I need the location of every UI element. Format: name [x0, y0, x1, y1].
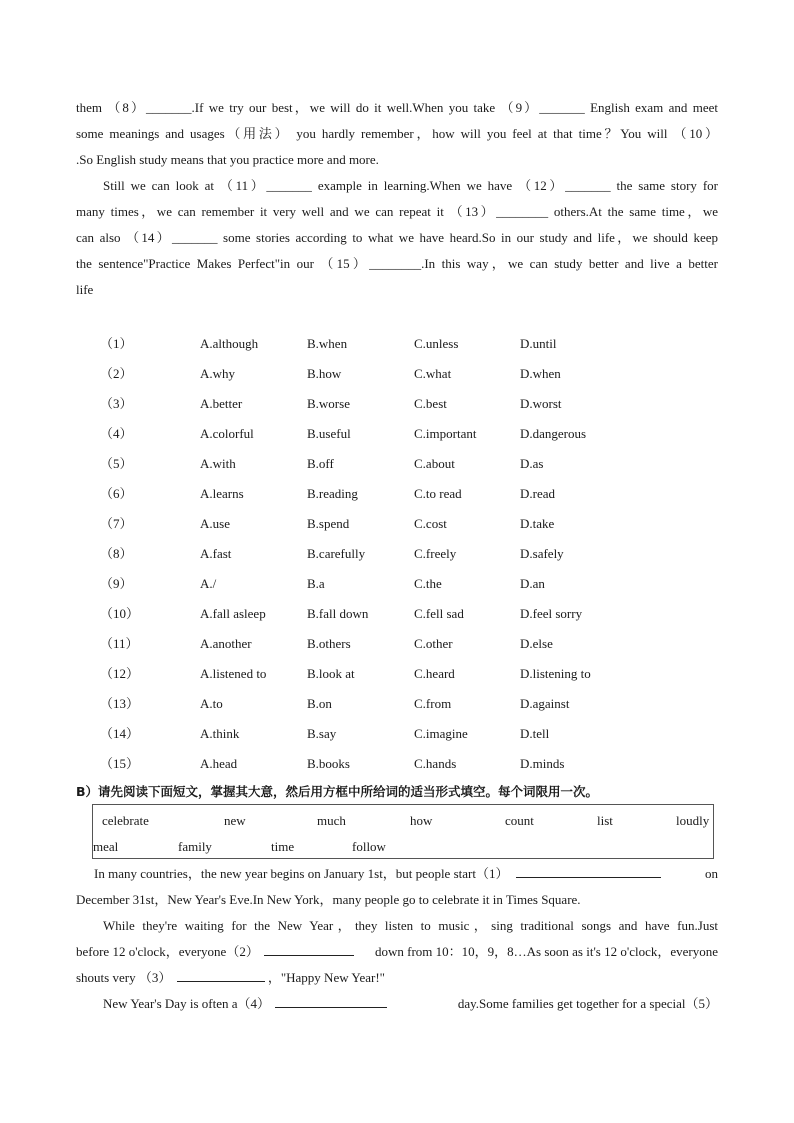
option-a[interactable]: A.although	[200, 336, 259, 351]
option-c[interactable]: C.what	[414, 366, 452, 381]
passage-line	[76, 991, 718, 1017]
word-box-item: loudly	[676, 813, 710, 828]
word-box-item: meal	[93, 839, 119, 854]
option-d[interactable]: D.listening to	[520, 666, 591, 681]
option-row	[100, 331, 660, 361]
option-c[interactable]: C.best	[414, 396, 447, 411]
option-d[interactable]: D.dangerous	[520, 426, 587, 441]
answer-blank-4[interactable]	[275, 993, 387, 1008]
question-number: （13）	[100, 696, 140, 711]
option-a[interactable]: A.listened to	[200, 666, 267, 681]
option-c[interactable]: C.about	[414, 456, 455, 471]
word-box-item: list	[597, 813, 613, 828]
passage-line: them （8）_______.If we try our best，we will do it well.When you take （9）_______ English exam and meet	[76, 100, 718, 115]
option-d[interactable]: D.an	[520, 576, 545, 591]
passage-line: .So English study means that you practice more and more.	[76, 152, 379, 167]
option-d[interactable]: D.as	[520, 456, 544, 471]
option-b[interactable]: B.reading	[307, 486, 358, 501]
option-b[interactable]: B.look at	[307, 666, 355, 681]
option-b[interactable]: B.how	[307, 366, 342, 381]
question-number: （8）	[100, 546, 133, 561]
passage-line: While they're waiting for the New Year，they listen to music，sing traditional songs and have fun.Just	[103, 918, 718, 933]
passage-line: the sentence"Practice Makes Perfect"in our （15）________.In this way，we can study better and live a better	[76, 256, 718, 271]
answer-blank-2[interactable]	[264, 941, 354, 956]
option-c[interactable]: C.important	[414, 426, 477, 441]
question-number: （4）	[100, 426, 133, 441]
word-box-item: how	[410, 813, 433, 828]
question-number: （6）	[100, 486, 133, 501]
option-c[interactable]: C.to read	[414, 486, 462, 501]
option-b[interactable]: B.spend	[307, 516, 350, 531]
option-d[interactable]: D.minds	[520, 756, 565, 771]
passage-line: life	[76, 282, 94, 297]
option-row	[100, 631, 660, 661]
passage-line: many times，we can remember it very well and we can repeat it （13）________ others.At the same time，we	[76, 204, 718, 219]
option-row	[100, 391, 660, 421]
option-a[interactable]: A.why	[200, 366, 236, 381]
option-a[interactable]: A.learns	[200, 486, 244, 501]
option-b[interactable]: B.fall down	[307, 606, 369, 621]
option-row	[100, 421, 660, 451]
passage-b	[76, 861, 718, 1017]
passage-text: New Year's Day is often a（4）	[103, 996, 270, 1011]
option-b[interactable]: B.off	[307, 456, 334, 471]
options-list	[100, 331, 660, 781]
option-a[interactable]: A.use	[200, 516, 230, 531]
option-b[interactable]: B.a	[307, 576, 325, 591]
passage-text: shouts very （3）	[76, 970, 172, 985]
passage-text: In many countries，the new year begins on January 1st，but people start（1）	[94, 866, 509, 881]
passage-line	[76, 861, 718, 887]
passage-text: on	[705, 866, 718, 881]
option-row	[100, 541, 660, 571]
passage-text: down from 10：10，9，8…As soon as it's 12 o'clock，everyone	[374, 944, 718, 959]
option-c[interactable]: C.from	[414, 696, 452, 711]
word-box-item: count	[505, 813, 534, 828]
passage-line: can also （14）_______ some stories according to what we have heard.So in our study and life，we should keep	[76, 230, 718, 245]
option-b[interactable]: B.carefully	[307, 546, 366, 561]
option-d[interactable]: D.worst	[520, 396, 562, 411]
option-row	[100, 571, 660, 601]
passage-line	[76, 939, 718, 965]
option-row	[100, 691, 660, 721]
option-c[interactable]: C.heard	[414, 666, 455, 681]
answer-blank-1[interactable]	[516, 863, 661, 878]
option-c[interactable]: C.hands	[414, 756, 457, 771]
word-box	[92, 804, 714, 859]
answer-blank-3[interactable]	[177, 967, 265, 982]
question-number: （14）	[100, 726, 140, 741]
option-d[interactable]: D.feel sorry	[520, 606, 583, 621]
option-row	[100, 481, 660, 511]
option-row	[100, 601, 660, 631]
option-a[interactable]: A.with	[200, 456, 236, 471]
option-c[interactable]: C.freely	[414, 546, 457, 561]
passage-line: Still we can look at （11）_______ example in learning.When we have （12）_______ the same story for	[103, 178, 718, 193]
option-b[interactable]: B.useful	[307, 426, 351, 441]
option-d[interactable]: D.safely	[520, 546, 564, 561]
option-row	[100, 451, 660, 481]
option-a[interactable]: A.head	[200, 756, 238, 771]
option-a[interactable]: A.better	[200, 396, 243, 411]
word-box-item: new	[224, 813, 246, 828]
question-number: （11）	[100, 636, 139, 651]
option-d[interactable]: D.when	[520, 366, 561, 381]
option-b[interactable]: B.others	[307, 636, 351, 651]
passage-line: some meanings and usages（用法） you hardly remember，how will you feel at that time？You will （10）	[76, 126, 718, 141]
option-a[interactable]: A.another	[200, 636, 252, 651]
passage-a	[76, 95, 718, 303]
option-c[interactable]: C.other	[414, 636, 453, 651]
option-row	[100, 511, 660, 541]
question-number: （2）	[100, 366, 133, 381]
question-number: （3）	[100, 396, 133, 411]
passage-line: December 31st，New Year's Eve.In New York，many people go to celebrate it in Times Square.	[76, 892, 581, 907]
word-box-item: celebrate	[102, 813, 149, 828]
word-box-item: time	[271, 839, 295, 854]
question-number: （9）	[100, 576, 133, 591]
option-a[interactable]: A.fast	[200, 546, 232, 561]
option-b[interactable]: B.say	[307, 726, 337, 741]
option-d[interactable]: D.take	[520, 516, 555, 531]
passage-text: ，"Happy New Year!"	[267, 970, 385, 985]
option-a[interactable]: A.to	[200, 696, 223, 711]
question-number: （15）	[100, 756, 140, 771]
option-c[interactable]: C.cost	[414, 516, 447, 531]
option-d[interactable]: D.else	[520, 636, 553, 651]
option-a[interactable]: A.think	[200, 726, 240, 741]
option-d[interactable]: D.until	[520, 336, 557, 351]
passage-line	[76, 965, 718, 991]
question-number: （7）	[100, 516, 133, 531]
option-b[interactable]: B.on	[307, 696, 332, 711]
section-b-heading: B）请先阅读下面短文，掌握其大意，然后用方框中所给词的适当形式填空。每个词限用一次。	[76, 784, 599, 799]
question-number: （1）	[100, 336, 133, 351]
option-c[interactable]: C.fell sad	[414, 606, 464, 621]
option-row	[100, 661, 660, 691]
option-b[interactable]: B.when	[307, 336, 348, 351]
option-row	[100, 751, 660, 781]
option-c[interactable]: C.imagine	[414, 726, 468, 741]
option-c[interactable]: C.the	[414, 576, 442, 591]
word-box-item: follow	[352, 839, 386, 854]
option-d[interactable]: D.against	[520, 696, 570, 711]
option-a[interactable]: A./	[200, 576, 217, 591]
option-a[interactable]: A.fall asleep	[200, 606, 266, 621]
passage-text: before 12 o'clock，everyone（2）	[76, 944, 259, 959]
option-c[interactable]: C.unless	[414, 336, 459, 351]
word-box-item: family	[178, 839, 212, 854]
option-b[interactable]: B.worse	[307, 396, 350, 411]
option-row	[100, 721, 660, 751]
option-b[interactable]: B.books	[307, 756, 350, 771]
option-d[interactable]: D.read	[520, 486, 556, 501]
question-number: （12）	[100, 666, 140, 681]
question-number: （5）	[100, 456, 133, 471]
option-a[interactable]: A.colorful	[200, 426, 254, 441]
word-box-item: much	[317, 813, 346, 828]
option-row	[100, 361, 660, 391]
option-d[interactable]: D.tell	[520, 726, 550, 741]
question-number: （10）	[100, 606, 140, 621]
passage-text: day.Some families get together for a special（5）	[457, 996, 718, 1011]
